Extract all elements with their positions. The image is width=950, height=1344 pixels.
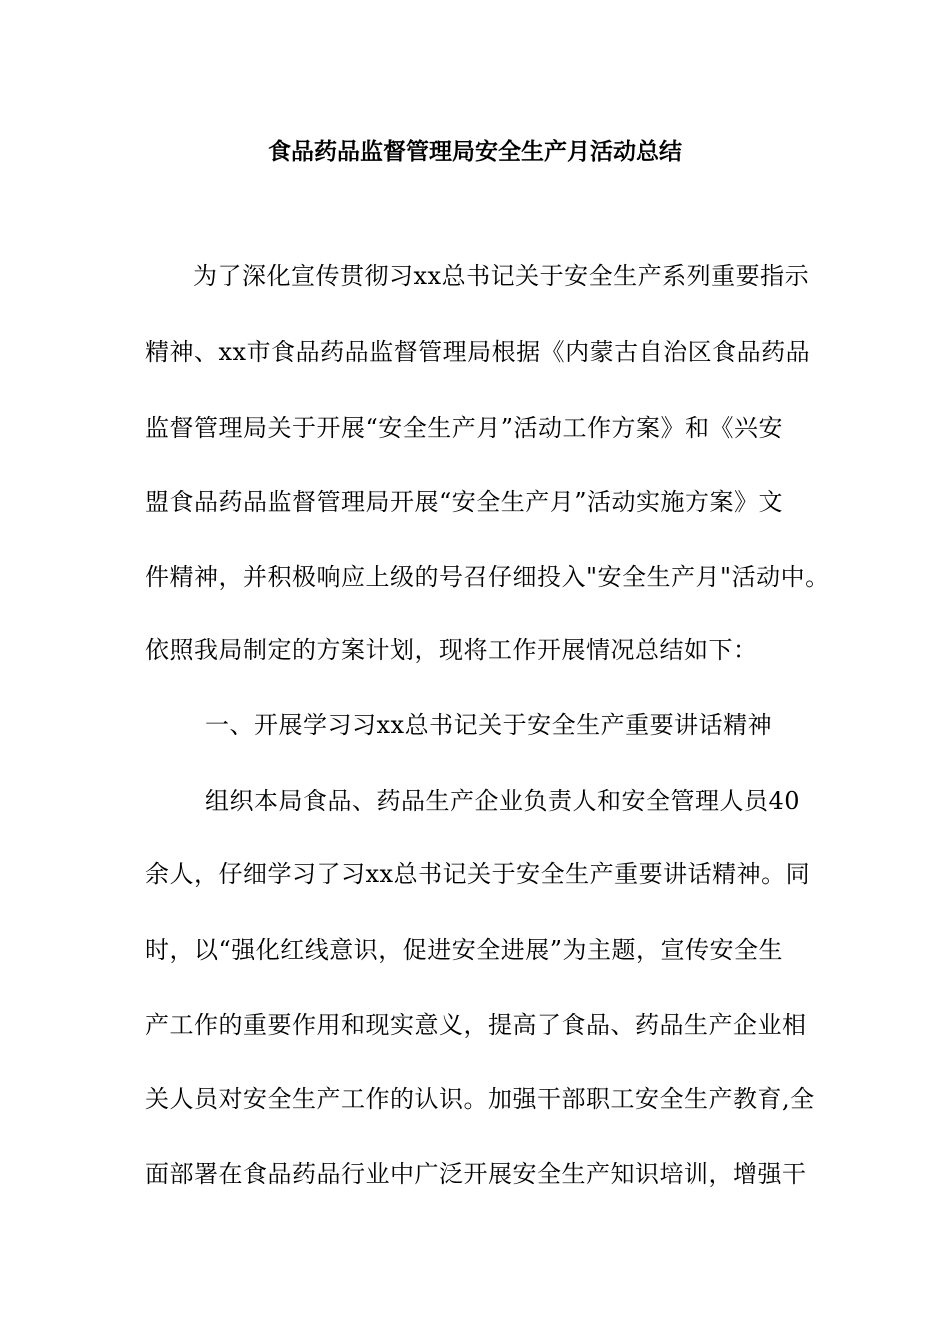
paragraph-line: 面部署在食品药品行业中广泛开展安全生产知识培训，增强干	[145, 1160, 807, 1188]
paragraph-line: 为了深化宣传贯彻习xx总书记关于安全生产系列重要指示	[193, 262, 810, 290]
paragraph-line: 余人，仔细学习了习xx总书记关于安全生产重要讲话精神。同	[145, 860, 811, 888]
document-title: 食品药品监督管理局安全生产月活动总结	[268, 138, 682, 165]
paragraph-line: 时，以“强化红线意识，促进安全进展”为主题，宣传安全生	[145, 936, 784, 964]
paragraph-line: 关人员对安全生产工作的认识。加强干部职工安全生产教育,全	[145, 1085, 815, 1113]
paragraph-line: 精神、xx市食品药品监督管理局根据《内蒙古自治区食品药品	[145, 338, 811, 366]
paragraph-line: 依照我局制定的方案计划，现将工作开展情况总结如下：	[145, 636, 758, 664]
paragraph-line: 监督管理局关于开展“安全生产月”活动工作方案》和《兴安	[145, 414, 784, 442]
paragraph-line: 组织本局食品、药品生产企业负责人和安全管理人员40	[205, 787, 801, 815]
section-heading: 一、开展学习习xx总书记关于安全生产重要讲话精神	[205, 711, 773, 739]
paragraph-line: 盟食品药品监督管理局开展“安全生产月”活动实施方案》文	[145, 488, 784, 516]
paragraph-line: 产工作的重要作用和现实意义，提高了食品、药品生产企业相	[145, 1011, 807, 1039]
paragraph-line: 件精神，并积极响应上级的号召仔细投入"安全生产月"活动中。	[145, 563, 830, 591]
